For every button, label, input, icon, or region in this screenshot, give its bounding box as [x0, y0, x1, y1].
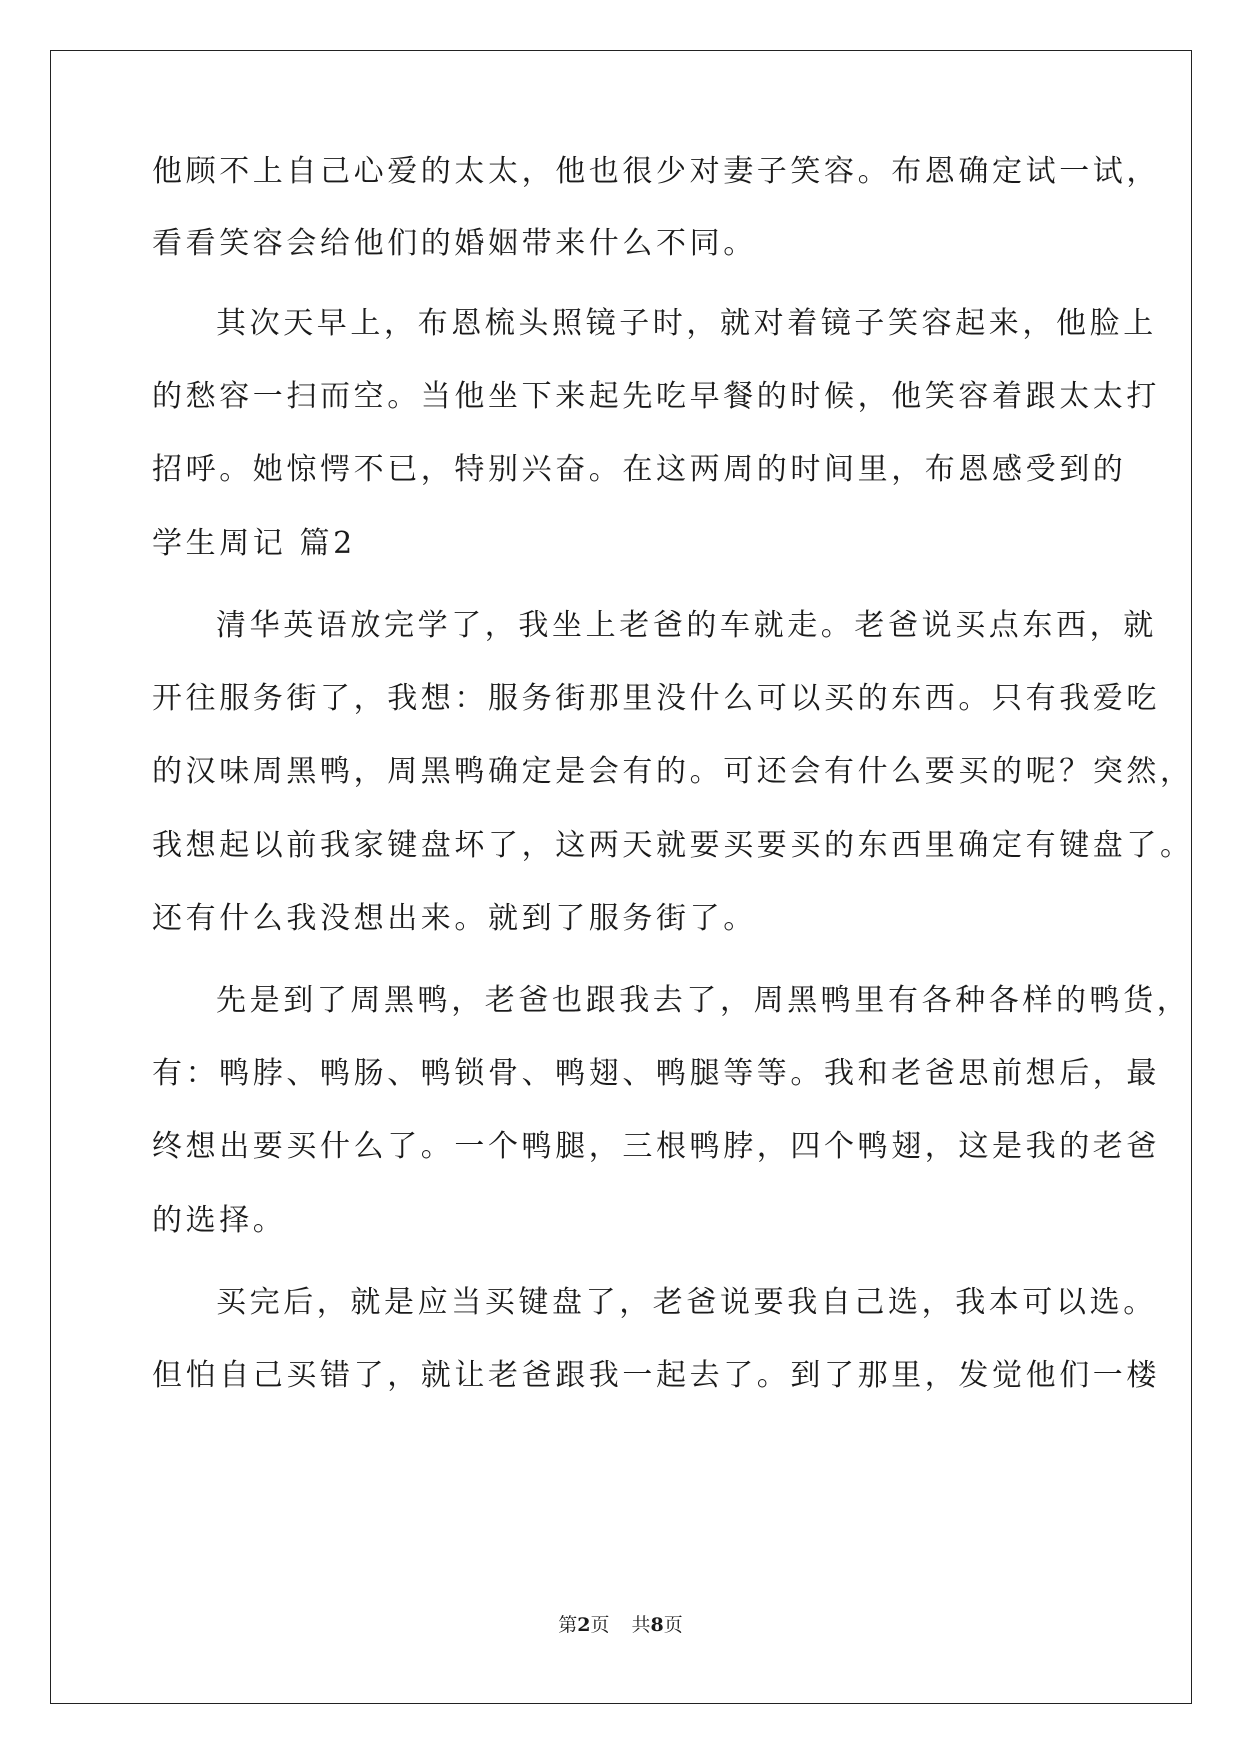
total-prefix: 共 — [631, 1614, 651, 1636]
text-line: 终想出要买什么了。一个鸭腿，三根鸭脖，四个鸭翅，这是我的老爸 — [152, 1129, 1160, 1164]
text-line: 的选择。 — [152, 1203, 287, 1238]
page-total: 8 — [650, 1614, 664, 1636]
text-line: 但怕自己买错了，就让老爸跟我一起去了。到了那里，发觉他们一楼 — [152, 1358, 1160, 1393]
text-line: 有：鸭脖、鸭肠、鸭锁骨、鸭翅、鸭腿等等。我和老爸思前想后，最 — [152, 1056, 1160, 1091]
paragraph-first-line: 清华英语放完学了，我坐上老爸的车就走。老爸说买点东西，就 — [216, 608, 1157, 643]
page-suffix: 页 — [590, 1614, 610, 1636]
page-footer — [0, 1613, 1241, 1637]
text-line: 还有什么我没想出来。就到了服务街了。 — [152, 901, 757, 936]
section-heading: 学生周记 篇2 — [152, 526, 356, 561]
text-line: 招呼。她惊愕不已，特别兴奋。在这两周的时间里，布恩感受到的 — [152, 452, 1127, 487]
page-prefix: 第 — [558, 1614, 578, 1636]
paragraph-first-line: 买完后，就是应当买键盘了，老爸说要我自己选，我本可以选。 — [216, 1285, 1157, 1320]
paragraph-first-line: 先是到了周黑鸭，老爸也跟我去了，周黑鸭里有各种各样的鸭货， — [216, 983, 1191, 1018]
text-line: 开往服务街了，我想：服务街那里没什么可以买的东西。只有我爱吃 — [152, 681, 1160, 716]
total-suffix: 页 — [663, 1614, 683, 1636]
text-line: 我想起以前我家键盘坏了，这两天就要买要买的东西里确定有键盘了。 — [152, 828, 1194, 863]
paragraph-first-line: 其次天早上，布恩梳头照镜子时，就对着镜子笑容起来，他脸上 — [216, 306, 1157, 341]
text-line: 他顾不上自己心爱的太太，他也很少对妻子笑容。布恩确定试一试， — [152, 154, 1160, 189]
text-line: 的汉味周黑鸭，周黑鸭确定是会有的。可还会有什么要买的呢？突然， — [152, 754, 1194, 789]
page-current: 2 — [577, 1614, 591, 1636]
text-line: 的愁容一扫而空。当他坐下来起先吃早餐的时候，他笑容着跟太太打 — [152, 379, 1160, 414]
text-line: 看看笑容会给他们的婚姻带来什么不同。 — [152, 226, 757, 261]
page-border — [50, 50, 1192, 1704]
